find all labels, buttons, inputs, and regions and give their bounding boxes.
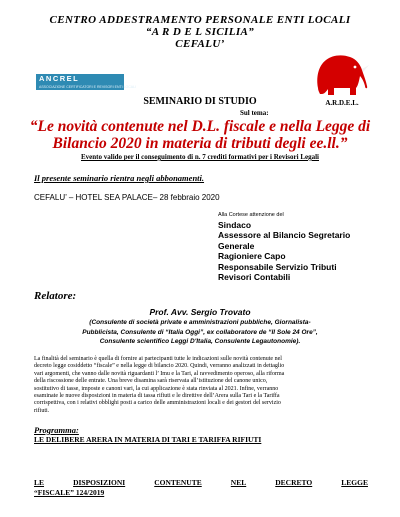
ardel-elephant-logo	[312, 48, 370, 100]
org-city: CEFALU’	[175, 38, 225, 50]
relatore-heading: Relatore:	[34, 290, 77, 302]
speaker-bio: (Consulente di società private e amministrazioni pubbliche, Giornalista- Pubblicista, Consulente di “Italia Oggi”, ex collaboratore de “Il Sole 24 Ore”, Consulente scientifico Leggi D'Italia, Consulente Legautonomie).	[82, 319, 318, 345]
programma-item-1: LE DELIBERE ARERA IN MATERIA DI TARI E TARIFFA RIFIUTI	[34, 435, 262, 444]
recipient-item: Responsabile Servizio Tributi	[218, 261, 337, 272]
ancrel-logo-subtext: ASSOCIAZIONE CERTIFICATORI E REVISORI ENTI LOCALI	[36, 85, 124, 90]
description-paragraph: La finalità del seminario è quella di fornire ai partecipanti tutte le indicazioni sulle novità contenute nel decreto legge cosiddetto “fiscale” e nella legge di bilancio 2020. Quindi, verranno analizzati in dettaglio vari argomenti, che vanno dalle novità riguardanti l’ Imu e la Tari, al ravvedimento operoso, alla riforma della riscossione delle entrate. Una breve disamina sarà riservata all’istituzione del canone unico, sostitutivo di tasse, imposte e canoni vari, la cui applicazione è stata rinviata al 2021. Infine, verranno esaminate le nuove disposizioni in materia di tassa rifiuti e le direttive dell’Arera sulla Tari e la Tariffa corrispettiva, con i relativi obblighi posti a carico delle amministrazioni locali e dei gestori del servizio rifiuti.	[34, 356, 285, 414]
recipients-list	[218, 220, 393, 282]
seminar-label: SEMINARIO DI STUDIO	[143, 96, 257, 107]
programma-item-2: LE DISPOSIZIONI CONTENUTE NEL DECRETO LEGGE	[34, 478, 368, 487]
recipient-item: Assessore al Bilancio Segretario	[218, 230, 351, 241]
speaker-name: Prof. Avv. Sergio Trovato	[149, 307, 251, 317]
programma-heading: Programma:	[34, 425, 79, 435]
ancrel-logo: ANCREL	[36, 74, 124, 86]
seminar-title-line2: Bilancio 2020 in materia di tributi degli ee.ll.”	[52, 135, 348, 152]
programma-item-2-line2: “FISCALE” 124/2019	[34, 488, 105, 497]
ardel-caption: A.R.D.E.L.	[325, 99, 359, 107]
org-subname: “A R D E L SICILIA”	[145, 26, 255, 38]
seminar-title-line1: “Le novità contenute nel D.L. fiscale e nella Legge di	[29, 118, 371, 135]
recipient-item: Generale	[218, 240, 255, 251]
recipient-item: Revisori Contabili	[218, 272, 291, 283]
recipients-intro: Alla Cortese attenzione del	[218, 212, 284, 218]
recipient-item: Sindaco	[218, 220, 252, 230]
credits-note: Evento valido per il conseguimento di n. 7 crediti formativi per i Revisori Legali	[81, 153, 319, 161]
venue-date: CEFALU’ – HOTEL SEA PALACE– 28 febbraio 2020	[34, 193, 220, 202]
seminar-sul-tema: Sul tema:	[240, 109, 269, 117]
org-name: CENTRO ADDESTRAMENTO PERSONALE ENTI LOCALI	[49, 14, 351, 26]
recipient-item: Ragioniere Capo	[218, 251, 286, 262]
abbonamenti-note: Il presente seminario rientra negli abbonamenti.	[34, 173, 205, 183]
